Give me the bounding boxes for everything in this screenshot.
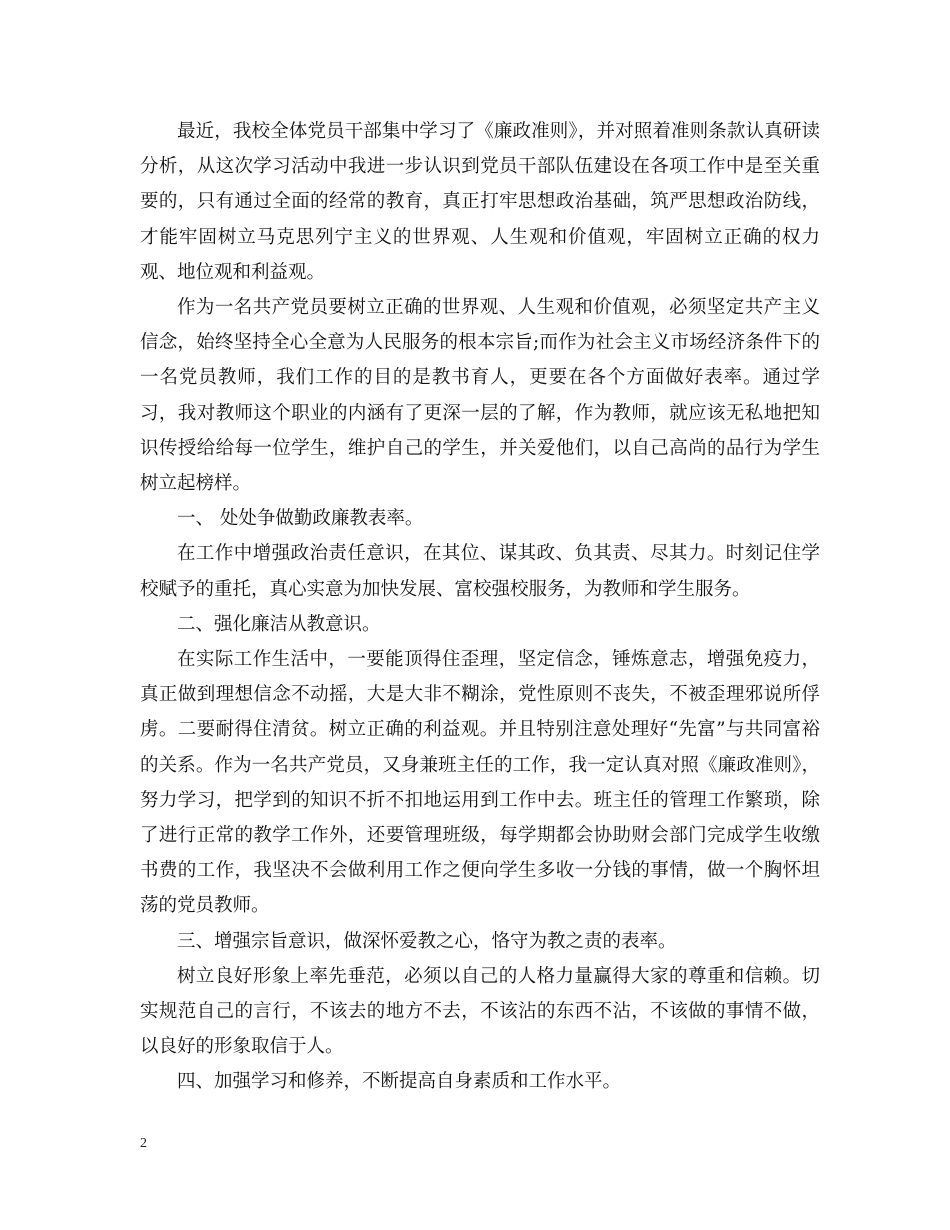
- paragraph-section-2: 在实际工作生活中，一要能顶得住歪理，坚定信念，锤炼意志，增强免疫力，真正做到理想信念不动摇，大是大非不糊涂，党性原则不丧失，不被歪理邪说所俘虏。二要耐得住清贫。树立正确的利益观。并且特别注意处理好“先富”与共同富裕的关系。作为一名共产党员，又身兼班主任的工作，我一定认真对照《廉政准则》，努力学习，把学到的知识不折不扣地运用到工作中去。班主任的管理工作繁琐，除了进行正常的教学工作外，还要管理班级，每学期都会协助财会部门完成学生收缴书费的工作，我坚决不会做利用工作之便向学生多收一分钱的事情，做一个胸怀坦荡的党员教师。: [140, 649, 820, 917]
- heading-section-4: 四、加强学习和修养，不断提高自身素质和工作水平。: [177, 1071, 622, 1093]
- paragraph-beliefs: 作为一名共产党员要树立正确的世界观、人生观和价值观，必须坚定共产主义信念，始终坚持全心全意为人民服务的根本宗旨;而作为社会主义市场经济条件下的一名党员教师，我们工作的目的是教书育人，更要在各个方面做好表率。通过学习，我对教师这个职业的内涵有了更深一层的了解，作为教师，就应该无私地把知识传授给给每一位学生，维护自己的学生，并关爱他们，以自己高尚的品行为学生树立起榜样。: [140, 297, 820, 495]
- paragraph-intro: 最近，我校全体党员干部集中学习了《廉政准则》，并对照着准则条款认真研读分析，从这次学习活动中我进一步认识到党员干部队伍建设在各项工作中是至关重要的，只有通过全面的经常的教育，真正打牢思想政治基础，筑严思想政治防线，才能牢固树立马克思列宁主义的世界观、人生观和价值观，牢固树立正确的权力观、地位观和利益观。: [140, 121, 820, 283]
- document-body: [140, 114, 820, 1100]
- paragraph-section-3: 树立良好形象上率先垂范，必须以自己的人格力量赢得大家的尊重和信赖。切实规范自己的言行，不该去的地方不去，不该沾的东西不沾，不该做的事情不做，以良好的形象取信于人。: [140, 965, 820, 1058]
- heading-section-2: 二、强化廉洁从教意识。: [177, 613, 381, 635]
- heading-section-3: 三、增强宗旨意识，做深怀爱教之心，恪守为教之责的表率。: [177, 930, 677, 952]
- heading-section-1: 一、 处处争做勤政廉教表率。: [177, 508, 424, 530]
- paragraph-section-1: 在工作中增强政治责任意识，在其位、谋其政、负其责、尽其力。时刻记住学校赋予的重托，真心实意为加快发展、富校强校服务，为教师和学生服务。: [140, 543, 820, 600]
- page-number: 2: [140, 1136, 147, 1151]
